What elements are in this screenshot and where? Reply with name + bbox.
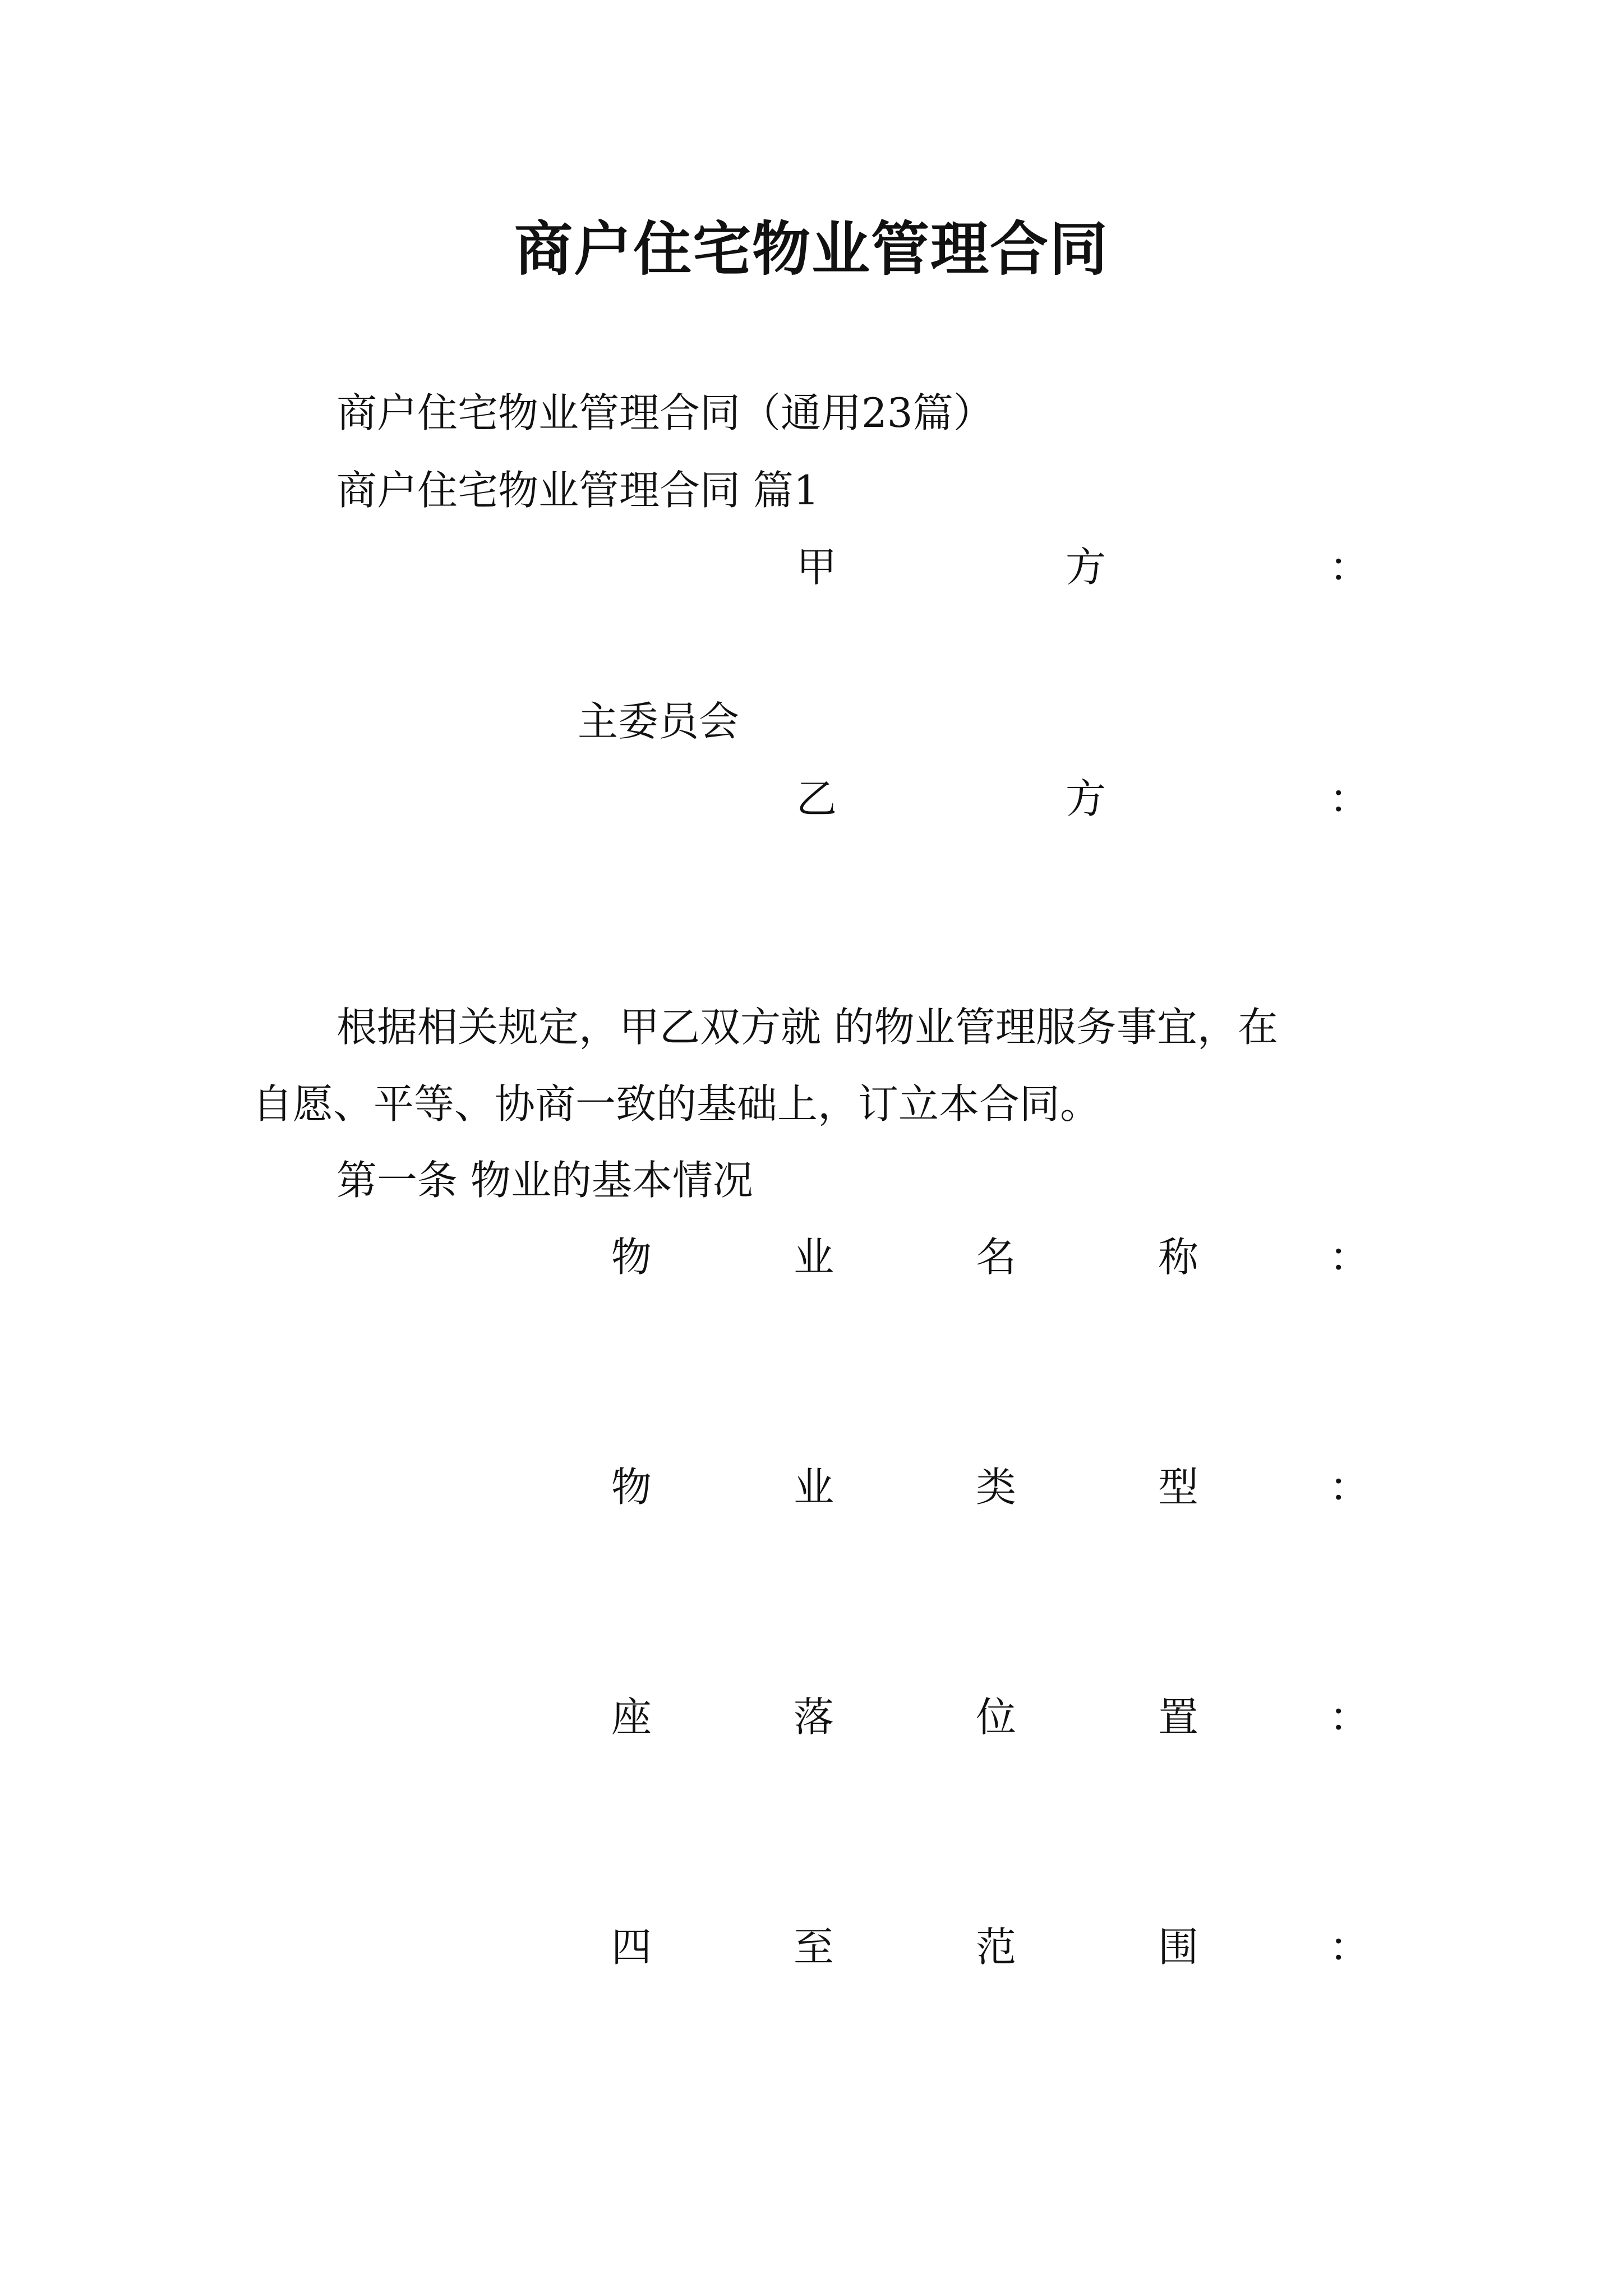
article-1-heading: 第一条 物业的基本情况 [336, 1157, 753, 1204]
field-row-property-type [0, 1464, 1623, 1512]
field-char: 称 [1158, 1234, 1199, 1281]
field-char: 置 [1158, 1694, 1199, 1741]
party-a-name: 主委员会 [578, 698, 740, 745]
field-char: 业 [794, 1234, 834, 1281]
document-subtitle: 商户住宅物业管理合同（通用23篇） [336, 389, 994, 436]
party-a-char-2: 方 [1066, 544, 1106, 591]
party-b-char-2: 方 [1066, 775, 1106, 822]
party-b-line [0, 775, 1623, 823]
field-char: 类 [976, 1464, 1017, 1511]
party-b-char-1: 乙 [796, 775, 837, 822]
field-char: 物 [611, 1464, 652, 1511]
field-char: 型 [1158, 1464, 1199, 1511]
party-a-char-1: 甲 [796, 544, 837, 591]
field-char: 座 [611, 1694, 652, 1741]
field-row-boundaries [0, 1924, 1623, 1972]
party-b-colon: ： [1329, 775, 1370, 822]
party-a-line [0, 544, 1623, 592]
field-char: 围 [1158, 1924, 1199, 1971]
field-char: 业 [794, 1464, 834, 1511]
intro-line-2: 自愿、平等、协商一致的基础上，订立本合同。 [252, 1080, 1101, 1128]
field-colon: ： [1329, 1234, 1370, 1281]
section-heading: 商户住宅物业管理合同 篇1 [336, 467, 819, 514]
field-char: 位 [976, 1694, 1017, 1741]
field-char: 至 [794, 1924, 834, 1971]
field-colon: ： [1329, 1924, 1370, 1971]
field-row-location [0, 1694, 1623, 1742]
field-char: 名 [976, 1234, 1017, 1281]
field-char: 范 [976, 1924, 1017, 1971]
field-char: 四 [611, 1924, 652, 1971]
intro-line-1: 根据相关规定，甲乙双方就 的物业管理服务事宜，在 [336, 1004, 1278, 1051]
field-char: 物 [611, 1234, 652, 1281]
field-char: 落 [794, 1694, 834, 1741]
field-row-property-name [0, 1234, 1623, 1282]
party-a-colon: ： [1329, 544, 1370, 591]
document-title: 商户住宅物业管理合同 [514, 214, 1109, 283]
field-colon: ： [1329, 1694, 1370, 1741]
field-colon: ： [1329, 1464, 1370, 1511]
